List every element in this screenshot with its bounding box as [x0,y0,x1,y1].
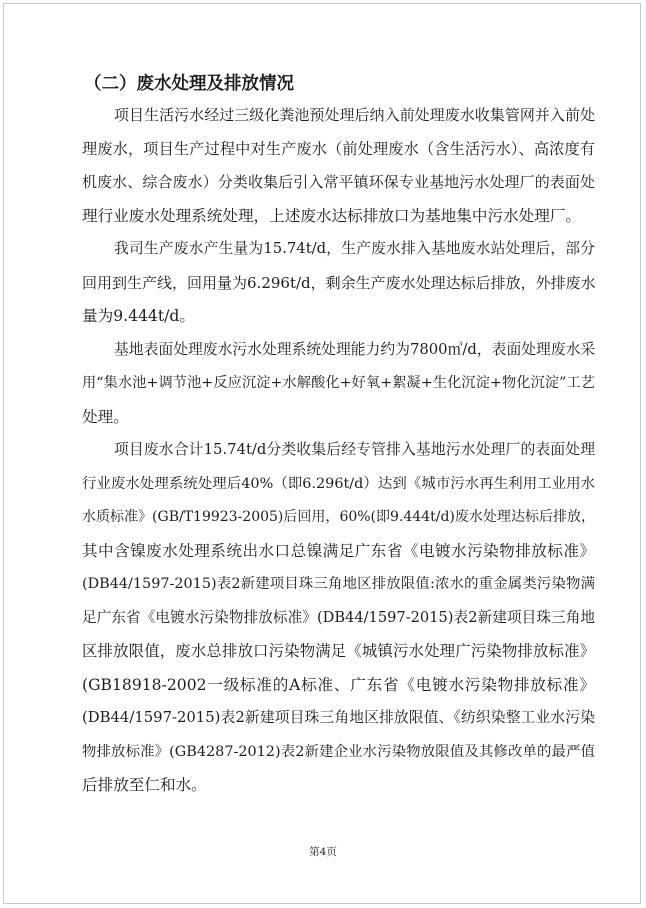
paragraph-1-line-4: 理行业废水处理系统处理，上述废水达标排放口为基地集中污水处理厂。 [82,207,582,225]
paragraph-1-line-3: 机废水、综合废水）分类收集后引入常平镇环保专业基地污水处理厂的表面处 [82,173,595,191]
paragraph-4-line-1: 项目废水合计15.74t/d分类收集后经专管排入基地污水处理厂的表面处理 [114,441,595,458]
section-heading: （二）废水处理及排放情况 [84,74,294,94]
paragraph-4-line-11: 后排放至仁和水。 [82,776,207,794]
paragraph-1-line-1: 项目生活污水经过三级化粪池预处理后纳入前处理废水收集管网并入前处 [114,106,595,124]
paragraph-2-line-1: 我司生产废水产生量为15.74t/d，生产废水排入基地废水站处理后，部分 [114,240,595,257]
paragraph-2-line-3: 量为9.444t/d。 [82,307,195,325]
paragraph-1-line-2: 理废水，项目生产过程中对生产废水（前处理废水（含生活污水）、高浓度有 [82,140,595,158]
paragraph-2-line-2: 回用到生产线，回用量为6.296t/d，剩余生产废水处理达标后排放，外排废水 [82,274,596,292]
paragraph-4-line-9: (DB44/1597-2015)表2新建项目珠三角地区排放限值、《纺织染整工业水污染 [82,709,595,726]
page-number: 第4页 [309,846,337,858]
paragraph-4-line-8: (GB18918-2002一级标准的A标准、广东省《电镀水污染物排放标准》 [82,676,595,694]
paragraph-4-line-3: 水质标准》(GB/T19923-2005)后回用，60%(即9.444t/d)废水处理达标后排放， [82,509,595,525]
paragraph-3-line-3: 处理。 [82,408,129,426]
paragraph-4-line-6: 足广东省《电镀水污染物排放标准》(DB44/1597-2015)表2新建项目珠三角地 [82,609,595,626]
paragraph-3-line-2: 用“集水池+调节池+反应沉淀+水解酸化+好氧+絮凝+生化沉淀+物化沉淀”工艺 [82,375,595,391]
paragraph-4-line-10: 物排放标准》(GB4287-2012)表2新建企业水污染物放限值及其修改单的最严值 [82,744,595,760]
paragraph-4-line-7: 区排放限值，废水总排放口污染物满足《城镇污水处理广污染物排放标准》 [82,642,595,660]
paragraph-4-line-4: 其中含镍废水处理系统出水口总镍满足广东省《电镀水污染物排放标准》 [82,542,595,560]
paragraph-3-line-1: 基地表面处理废水污水处理系统处理能力约为7800㎥/d，表面处理废水采 [114,341,596,358]
paragraph-4-line-5: (DB44/1597-2015)表2新建项目珠三角地区排放限值:浓水的重金属类污染物满 [82,576,595,592]
paragraph-4-line-2: 行业废水处理系统处理后40%（即6.296t/d）达到《城市污水再生利用工业用水 [82,476,595,492]
